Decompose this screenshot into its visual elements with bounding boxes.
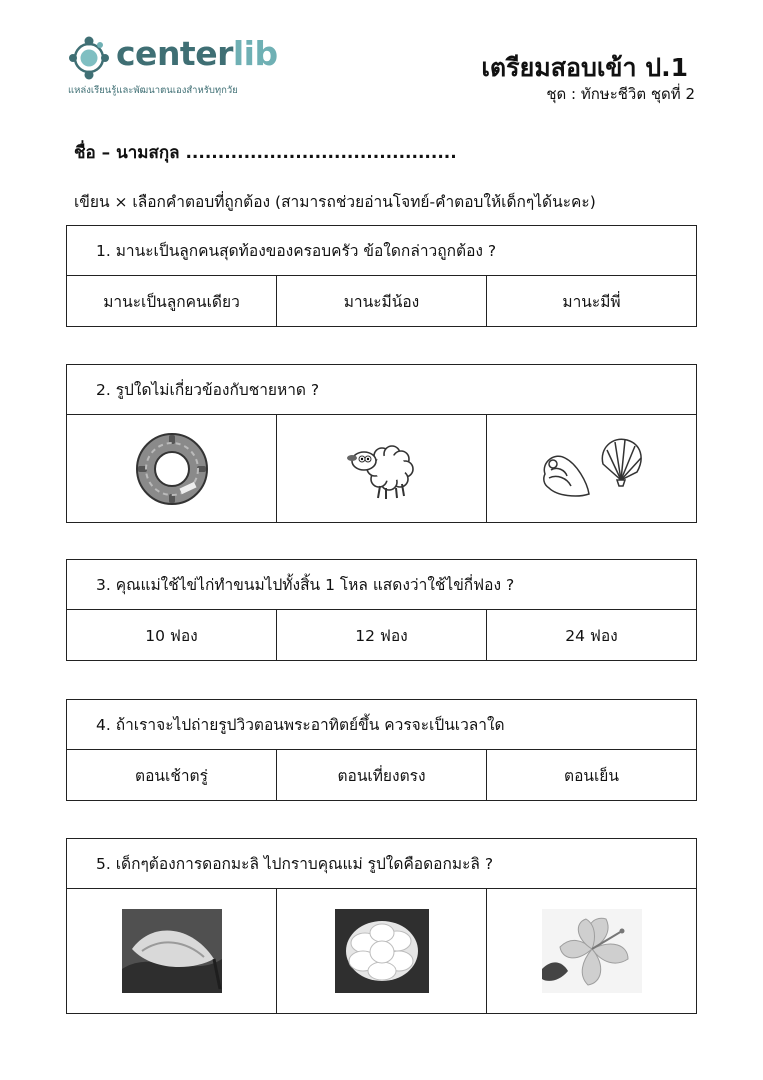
centerlib-logo [66,34,296,98]
lotus-photo [122,909,222,993]
hibiscus-photo [542,909,642,993]
answer-option-swim-ring[interactable] [67,415,277,522]
question-text: 4. ถ้าเราจะไปถ่ายรูปวิวตอนพระอาทิตย์ขึ้น ควรจะเป็นเวลาใด [67,700,696,750]
question-text: 2. รูปใดไม่เกี่ยวข้องกับชายหาด ? [67,365,696,415]
answer-option[interactable]: ตอนเช้าตรู่ [67,750,277,800]
question-text: 1. มานะเป็นลูกคนสุดท้องของครอบครัว ข้อใดกล่าวถูกต้อง ? [67,226,696,276]
logo-wordmark: centerlib [116,34,278,73]
logo-tagline: แหล่งเรียนรู้และพัฒนาตนเองสำหรับทุกวัย [68,85,238,96]
question-text: 5. เด็กๆต้องการดอกมะลิ ไปกราบคุณแม่ รูปใดคือดอกมะลิ ? [67,839,696,889]
answer-option[interactable]: มานะมีพี่ [562,292,621,311]
answer-option[interactable]: มานะมีน้อง [277,276,487,326]
answer-option[interactable]: 10 ฟอง [67,610,277,660]
question-text: 3. คุณแม่ใช้ไข่ไก่ทำขนมไปทั้งสิ้น 1 โหล แสดงว่าใช้ไข่กี่ฟอง ? [67,560,696,610]
answer-option[interactable]: 12 ฟอง [277,610,487,660]
answer-option-lotus[interactable] [67,889,277,1013]
sheep-icon [342,434,422,504]
answer-option-jasmine[interactable] [277,889,487,1013]
question-5 [66,838,697,1014]
question-3 [66,559,697,661]
instructions: เขียน × เลือกคำตอบที่ถูกต้อง (สามารถช่วยอ่านโจทย์-คำตอบให้เด็กๆได้นะคะ) [74,193,596,211]
student-name-line: ชื่อ – นามสกุล .......................................... [74,143,457,163]
answer-option[interactable]: ตอนเที่ยงตรง [277,750,487,800]
answer-option-seashells[interactable] [487,415,696,522]
logo-network-icon [66,34,112,80]
jasmine-photo [335,909,429,993]
answer-option-sheep[interactable] [277,415,487,522]
page-title: เตรียมสอบเข้า ป.1 [481,53,688,82]
swim-ring-icon [132,429,212,509]
answer-option[interactable]: 24 ฟอง [565,626,618,645]
question-2 [66,364,697,523]
seashells-icon [537,434,647,504]
answer-option[interactable]: มานะเป็นลูกคนเดียว [67,276,277,326]
page-subtitle: ชุด : ทักษะชีวิต ชุดที่ 2 [546,85,695,103]
answer-option[interactable]: ตอนเย็น [564,766,619,785]
question-1 [66,225,697,327]
answer-option-hibiscus[interactable] [487,889,696,1013]
question-4 [66,699,697,801]
